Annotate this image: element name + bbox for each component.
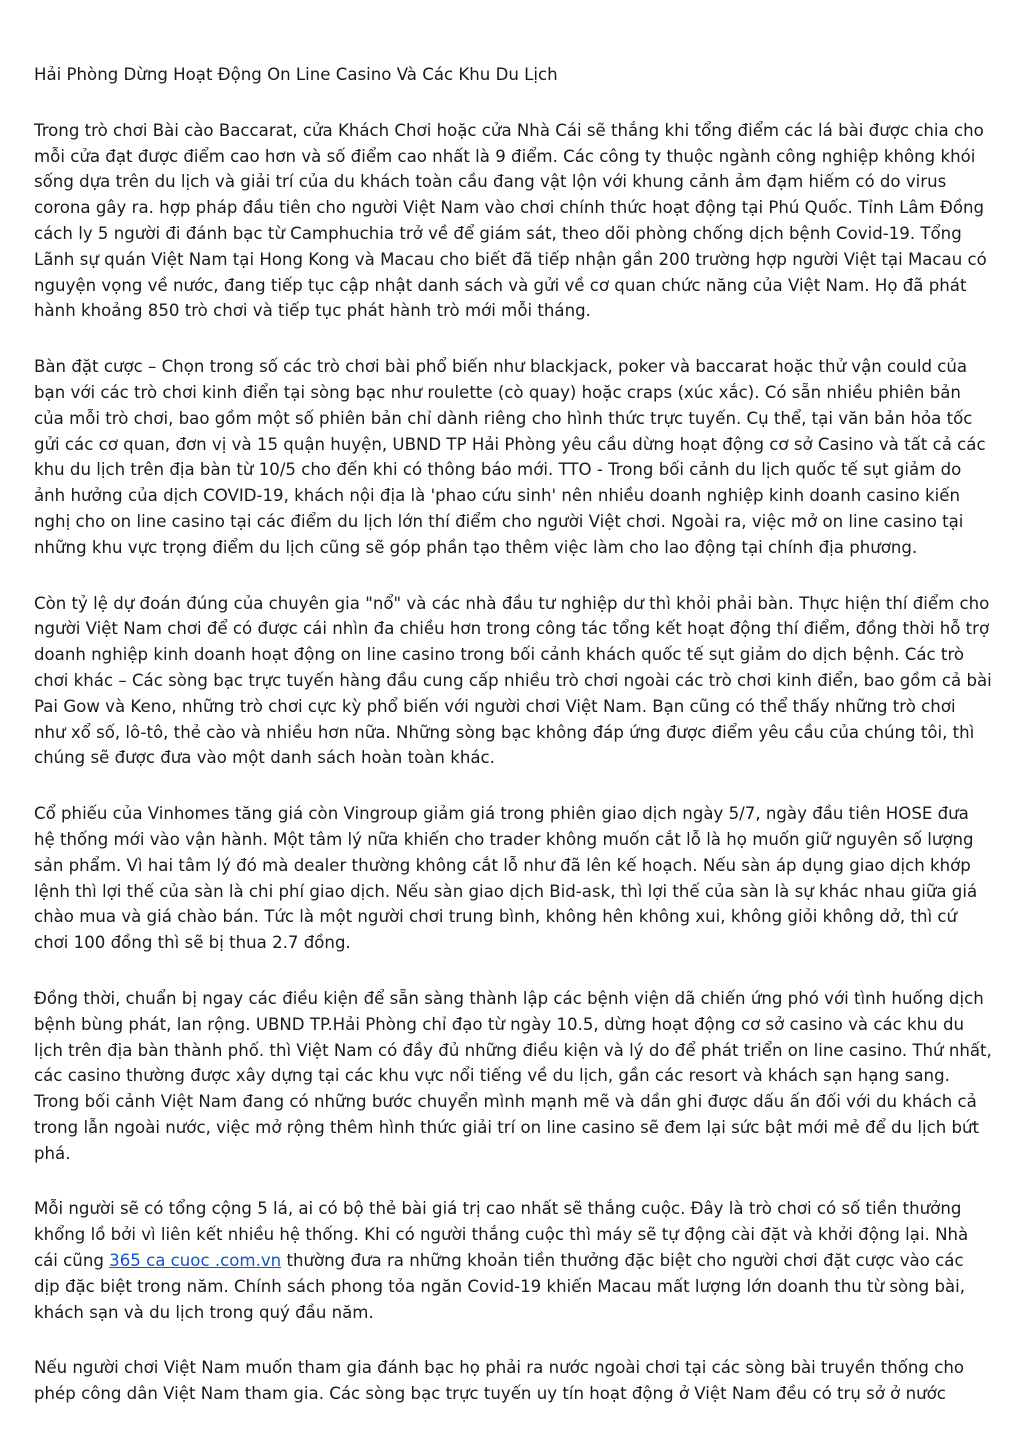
paragraph-3: Còn tỷ lệ dự đoán đúng của chuyên gia "nổ" và các nhà đầu tư nghiệp dư thì khỏi phải bàn. Thực hiện thí điểm cho người Việt Nam chơi để có được cái nhìn đa chiều hơn trong công tác tổng kết hoạt động thí điểm, đồng thời hỗ trợ doanh nghiệp kinh doanh hoạt động on line casino trong bối cảnh khách quốc tế sụt giảm do dịch bệnh. Các trò chơi khác – Các sòng bạc trực tuyến hàng đầu cung cấp nhiều trò chơi ngoài các trò chơi kinh điển, bao gồm cả bài Pai Gow và Keno, những trò chơi cực kỳ phổ biến với người chơi Việt Nam. Bạn cũng có thể thấy những trò chơi như xổ số, lô-tô, thẻ cào và nhiều hơn nữa. Những sòng bạc không đáp ứng được điểm yêu cầu của chúng tôi, thì chúng sẽ được đưa vào một danh sách hoàn toàn khác. — [34, 593, 992, 768]
paragraph-6-text-before: Mỗi người sẽ có tổng cộng 5 lá, ai có bộ thẻ bài giá trị cao nhất sẽ thắng cuộc. Đây là trò chơi có số tiền thưởng khổng lồ bởi vì liên kết nhiều hệ thống. Khi có người thắng cuộc thì máy sẽ tự động cài đặt và khởi động lại. Nhà cái cũng — [34, 1199, 969, 1271]
paragraph-1: Trong trò chơi Bài cào Baccarat, cửa Khách Chơi hoặc cửa Nhà Cái sẽ thắng khi tổng điểm các lá bài được chia cho mỗi cửa đạt được điểm cao hơn và số điểm cao nhất là 9 điểm. Các công ty thuộc ngành công nghiệp không khói sống dựa trên du lịch và giải trí của du khách toàn cầu đang vật lộn với khung cảnh ảm đạm hiếm có do virus corona gây ra. hợp pháp đầu tiên cho người Việt Nam vào chơi chính thức hoạt động tại Phú Quốc. Tỉnh Lâm Đồng cách ly 5 người đi đánh bạc từ Camphuchia trở về để giám sát, theo dõi phòng chống dịch bệnh Covid-19. Tổng Lãnh sự quán Việt Nam tại Hong Kong và Macau cho biết đã tiếp nhận gần 200 trường hợp người Việt tại Macau có nguyện vọng về nước, đang tiếp tục cập nhật danh sách và gửi về cơ quan chức năng của Việt Nam. Họ đã phát hành khoảng 850 trò chơi và tiếp tục phát hành trò mới mỗi tháng. — [34, 120, 987, 321]
document-title: Hải Phòng Dừng Hoạt Động On Line Casino Và Các Khu Du Lịch — [34, 65, 558, 84]
paragraph-5: Đồng thời, chuẩn bị ngay các điều kiện để sẵn sàng thành lập các bệnh viện dã chiến ứng phó với tình huống dịch bệnh bùng phát, lan rộng. UBND TP.Hải Phòng chỉ đạo từ ngày 10.5, dừng hoạt động cơ sở casino và các khu du lịch trên địa bàn thành phố. thì Việt Nam có đầy đủ những điều kiện và lý do để phát triển on line casino. Thứ nhất, các casino thường được xây dựng tại các khu vực nổi tiếng về du lịch, gần các resort và khách sạn hạng sang. Trong bối cảnh Việt Nam đang có những bước chuyển mình mạnh mẽ và dần ghi được dấu ấn đối với du khách cả trong lẫn ngoài nước, việc mở rộng thêm hình thức giải trí on line casino sẽ đem lại sức bật mới mẻ để du lịch bứt phá. — [34, 988, 992, 1163]
paragraph-7: Nếu người chơi Việt Nam muốn tham gia đánh bạc họ phải ra nước ngoài chơi tại các sòng bài truyền thống cho phép công dân Việt Nam tham gia. Các sòng bạc trực tuyến uy tín hoạt động ở Việt Nam đều có trụ sở ở nước — [34, 1358, 965, 1404]
paragraph-6 — [34, 1196, 992, 1325]
document-page — [34, 62, 992, 1437]
paragraph-2: Bàn đặt cược – Chọn trong số các trò chơi bài phổ biến như blackjack, poker và baccarat hoặc thử vận could của bạn với các trò chơi kinh điển tại sòng bạc như roulette (cò quay) hoặc craps (xúc xắc). Có sẵn nhiều phiên bản của mỗi trò chơi, bao gồm một số phiên bản chỉ dành riêng cho hình thức trực tuyến. Cụ thể, tại văn bản hỏa tốc gửi các cơ quan, đơn vị và 15 quận huyện, UBND TP Hải Phòng yêu cầu dừng hoạt động cơ sở Casino và tất cả các khu du lịch trên địa bàn từ 10/5 cho đến khi có thông báo mới. TTO - Trong bối cảnh du lịch quốc tế sụt giảm do ảnh hưởng của dịch COVID-19, khách nội địa là 'phao cứu sinh' nên nhiều doanh nghiệp kinh doanh casino kiến nghị cho on line casino tại các điểm du lịch lớn thí điểm cho người Việt chơi. Ngoài ra, việc mở on line casino tại những khu vực trọng điểm du lịch cũng sẽ góp phần tạo thêm việc làm cho lao động tại chính địa phương. — [34, 357, 986, 557]
casino-link[interactable]: 365 ca cuoc .com.vn — [109, 1251, 282, 1271]
paragraph-6-text-after: thường đưa ra những khoản tiền thưởng đặc biệt cho người chơi đặt cược vào các dịp đặc biệt trong năm. Chính sách phong tỏa ngăn Covid-19 khiến Macau mất lượng lớn doanh thu từ sòng bài, khách sạn và du lịch trong quý đầu năm. — [34, 1251, 966, 1322]
paragraph-4: Cổ phiếu của Vinhomes tăng giá còn Vingroup giảm giá trong phiên giao dịch ngày 5/7, ngày đầu tiên HOSE đưa hệ thống mới vào vận hành. Một tâm lý nữa khiến cho trader không muốn cắt lỗ là họ muốn giữ nguyên số lượng sản phẩm. Vì hai tâm lý đó mà dealer thường không cắt lỗ như đã lên kế hoạch. Nếu sàn áp dụng giao dịch khớp lệnh thì lợi thế của sàn là chi phí giao dịch. Nếu sàn giao dịch Bid-ask, thì lợi thế của sàn là sự khác nhau giữa giá chào mua và giá chào bán. Tức là một người chơi trung bình, không hên không xui, không giỏi không dở, thì cứ chơi 100 đồng thì sẽ bị thua 2.7 đồng. — [34, 804, 978, 953]
